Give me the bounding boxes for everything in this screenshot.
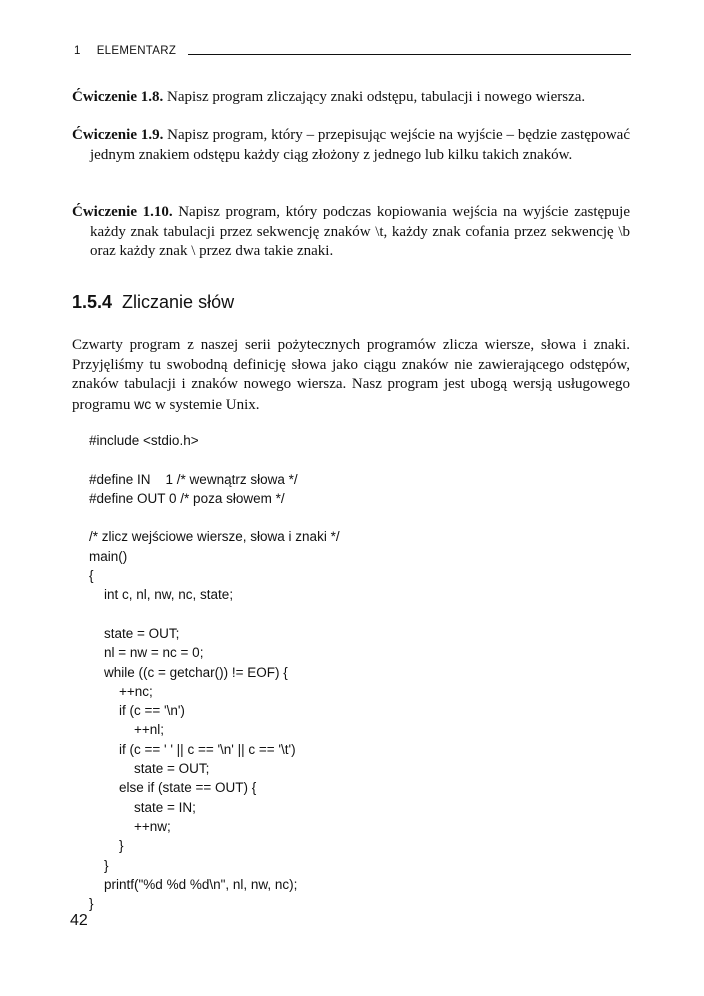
exercise-text: Napisz program zliczający znaki odstępu, tabulacji i nowego wiersza. (163, 89, 586, 105)
code-line: if (c == '\n') (89, 703, 185, 719)
running-header (74, 45, 631, 57)
paragraph-text-before: Czwarty program z naszej serii pożytecznych programów zlicza wiersze, słowa i znaki. Przyjęliśmy tu swobodną definicję słowa jako ciągu znaków nie zawierającego odstępów, znaków tabulacji i znaków nowego wiersza. Nasz program jest ubogą wersją usługowego programu (72, 337, 630, 413)
header-rule (188, 54, 631, 55)
paragraph-code-word: wc (134, 395, 152, 412)
code-line: if (c == ' ' || c == '\n' || c == '\t') (89, 741, 296, 757)
code-line: state = OUT; (89, 625, 180, 641)
section-title: Zliczanie słów (122, 292, 235, 312)
exercise-1-9 (72, 126, 630, 165)
exercise-text: Napisz program, który – przepisując wejście na wyjście – będzie zastępować jednym znakiem odstępu każdy ciąg złożony z jednego lub kilku takich znaków. (90, 127, 630, 163)
code-line (89, 450, 340, 469)
code-line (89, 508, 340, 527)
code-line: int c, nl, nw, nc, state; (89, 587, 234, 603)
code-line (89, 605, 340, 624)
exercise-text: Napisz program, który podczas kopiowania wejścia na wyjście zastępuje każdy znak tabulacji przez sekwencję znaków \t, każdy znak cofania przez sekwencję \b oraz każdy znak \ przez dwa takie znaki. (90, 204, 630, 259)
exercise-label: Ćwiczenie 1.10. (72, 204, 173, 220)
exercise-1-10 (72, 203, 630, 262)
code-line: } (89, 838, 124, 854)
header-chapter-number: 1 (74, 45, 81, 57)
code-line: printf("%d %d %d\n", nl, nw, nc); (89, 876, 298, 892)
code-line: state = IN; (89, 799, 196, 815)
body-paragraph (72, 336, 630, 415)
paragraph-text-after: w systemie Unix. (151, 396, 260, 413)
code-line: ++nw; (89, 818, 171, 834)
code-line: else if (state == OUT) { (89, 780, 257, 796)
exercise-label: Ćwiczenie 1.8. (72, 89, 164, 105)
code-listing (89, 431, 340, 913)
code-line: { (89, 568, 94, 584)
code-line: while ((c = getchar()) != EOF) { (89, 664, 288, 680)
code-line: ++nc; (89, 683, 153, 699)
code-line: nl = nw = nc = 0; (89, 645, 204, 661)
code-line: state = OUT; (89, 761, 210, 777)
code-line: } (89, 857, 109, 873)
code-line: /* zlicz wejściowe wiersze, słowa i znaki */ (89, 529, 340, 545)
section-number: 1.5.4 (72, 292, 113, 312)
section-heading (72, 292, 234, 313)
page-number: 42 (70, 912, 88, 929)
exercise-label: Ćwiczenie 1.9. (72, 127, 164, 143)
exercise-1-8 (72, 88, 630, 108)
code-line: } (89, 896, 94, 912)
code-line: ++nl; (89, 722, 165, 738)
code-line: #define OUT 0 /* poza słowem */ (89, 490, 285, 506)
code-line: #include <stdio.h> (89, 433, 199, 448)
code-line: main() (89, 548, 128, 564)
header-chapter-title: ELEMENTARZ (96, 45, 177, 57)
code-line: #define IN 1 /* wewnątrz słowa */ (89, 471, 298, 487)
